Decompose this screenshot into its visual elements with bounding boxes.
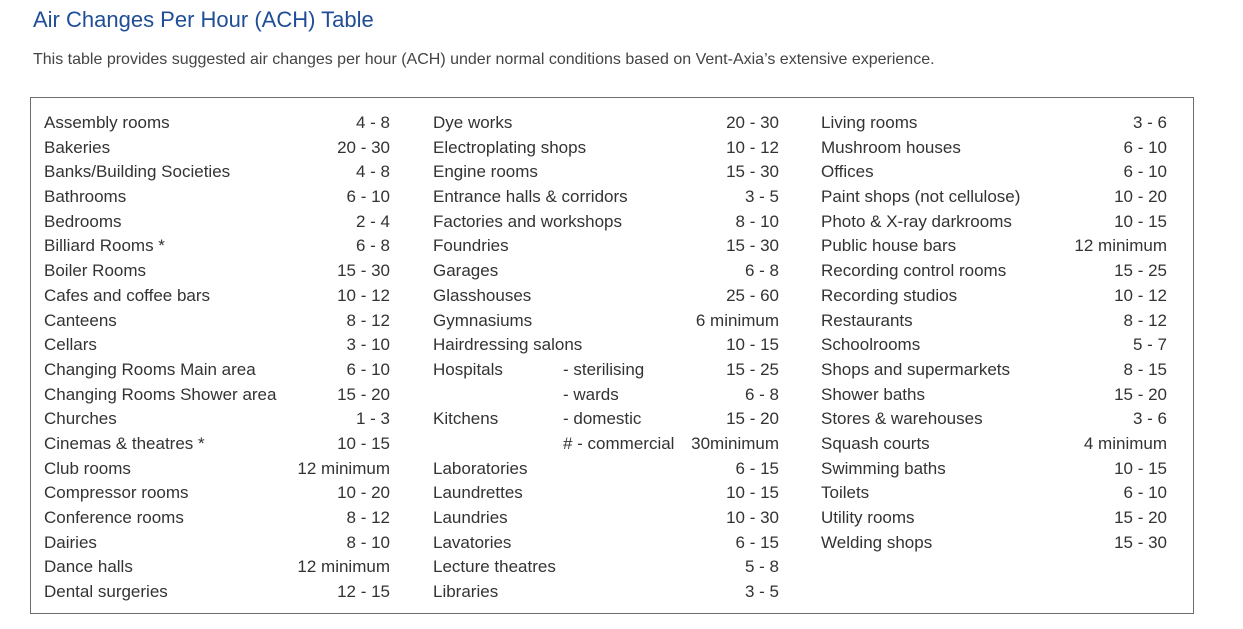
table-row: [433, 506, 779, 531]
table-row: [433, 407, 779, 432]
page-title: Air Changes Per Hour (ACH) Table: [33, 7, 374, 32]
room-type: Squash courts: [821, 433, 930, 453]
room-type: Welding shops: [821, 532, 933, 552]
ach-value: 12 minimum: [297, 458, 390, 478]
room-type: Lavatories: [433, 532, 512, 552]
table-row: [44, 358, 390, 383]
room-type: Photo & X-ray darkrooms: [821, 211, 1012, 231]
room-type: Laundries: [433, 508, 508, 527]
room-type: Bathrooms: [44, 187, 127, 207]
room-type: Cinemas & theatres *: [44, 433, 205, 453]
table-row: [821, 160, 1167, 185]
table-row: [821, 259, 1167, 284]
ach-value: 3 - 10: [346, 335, 390, 355]
room-type: Hairdressing salons: [433, 335, 583, 355]
ach-value: 6 - 10: [1123, 483, 1167, 503]
table-row: [44, 309, 390, 334]
room-type: Dental surgeries: [44, 582, 168, 602]
table-row: [821, 383, 1167, 408]
intro-text: This table provides suggested air changes per hour (ACH) under normal conditions based on Vent-Axia’s extensive experience.: [33, 51, 935, 68]
room-type: Paint shops (not cellulose): [821, 187, 1021, 207]
room-subtype: # - commercial: [563, 433, 675, 453]
table-row: [44, 457, 390, 482]
ach-value: 15 - 30: [726, 162, 779, 182]
ach-value: 15 - 20: [1114, 384, 1167, 404]
room-type: Living rooms: [821, 113, 918, 132]
ach-value: 15 - 20: [726, 409, 779, 429]
table-row: [44, 234, 390, 259]
ach-value: 8 - 15: [1123, 359, 1167, 379]
ach-value: 6 - 15: [735, 458, 779, 478]
ach-value: 15 - 30: [726, 236, 779, 256]
table-row: [44, 185, 390, 210]
table-row: [44, 531, 390, 556]
ach-value: 6 - 8: [744, 261, 779, 281]
room-type: Bedrooms: [44, 211, 122, 231]
table-row: [433, 210, 779, 235]
room-type: Libraries: [433, 582, 499, 602]
table-row: [821, 136, 1167, 161]
table-row: [821, 309, 1167, 334]
ach-value: 15 - 20: [337, 384, 390, 404]
room-type: Schoolrooms: [821, 335, 921, 355]
table-row: [433, 111, 779, 136]
ach-value: 12 - 15: [337, 582, 390, 602]
ach-value: 6 - 10: [1123, 162, 1167, 182]
table-row: [433, 333, 779, 358]
ach-value: 15 - 25: [1114, 261, 1167, 281]
room-type: Canteens: [44, 310, 117, 330]
room-type: Mushroom houses: [821, 137, 961, 157]
room-type: Kitchens: [433, 409, 499, 429]
room-type: Toilets: [821, 483, 870, 503]
room-type: Laboratories: [433, 458, 528, 478]
ach-value: 10 - 15: [337, 433, 390, 453]
ach-value: 12 minimum: [297, 557, 390, 577]
ach-value: 10 - 20: [337, 483, 390, 503]
room-type: Bakeries: [44, 137, 111, 157]
ach-value: 8 - 12: [1123, 310, 1167, 330]
table-row: [433, 383, 779, 408]
room-type: Foundries: [433, 236, 509, 256]
table-column-2: [433, 111, 779, 605]
table-row: [821, 506, 1167, 531]
ach-value: 6 - 8: [744, 384, 779, 404]
ach-value: 15 - 30: [1114, 532, 1167, 552]
table-row: [44, 506, 390, 531]
room-type: Cafes and coffee bars: [44, 285, 211, 305]
table-row: [433, 457, 779, 482]
table-row: [44, 407, 390, 432]
ach-value: 10 - 12: [726, 137, 779, 157]
table-row: [821, 432, 1167, 457]
table-row: [433, 234, 779, 259]
table-row: [821, 234, 1167, 259]
ach-value: 6 - 10: [1123, 137, 1167, 157]
room-type: Utility rooms: [821, 508, 915, 527]
room-type: Swimming baths: [821, 458, 946, 478]
table-row: [433, 136, 779, 161]
table-row: [44, 136, 390, 161]
table-row: [821, 531, 1167, 556]
table-row: [44, 383, 390, 408]
ach-value: 25 - 60: [726, 285, 779, 305]
ach-value: 10 - 15: [726, 483, 779, 503]
room-type: Changing Rooms Main area: [44, 359, 256, 379]
table-row: [433, 555, 779, 580]
table-row: [821, 284, 1167, 309]
room-type: Garages: [433, 261, 499, 281]
ach-value: 15 - 25: [726, 359, 779, 379]
room-subtype: - domestic: [563, 409, 642, 429]
room-type: Recording control rooms: [821, 261, 1007, 281]
room-type: Shower baths: [821, 384, 925, 404]
ach-value: 10 - 15: [1114, 211, 1167, 231]
table-row: [44, 160, 390, 185]
table-row: [821, 333, 1167, 358]
room-type: Shops and supermarkets: [821, 359, 1010, 379]
ach-value: 20 - 30: [337, 137, 390, 157]
ach-value: 15 - 20: [1114, 508, 1167, 527]
ach-value: 10 - 30: [726, 508, 779, 527]
room-type: Compressor rooms: [44, 483, 189, 503]
ach-value: 4 - 8: [355, 113, 390, 132]
ach-value: 30minimum: [691, 433, 779, 453]
ach-value: 20 - 30: [726, 113, 779, 132]
table-row: [433, 185, 779, 210]
ach-value: 10 - 12: [337, 285, 390, 305]
table-row: [433, 481, 779, 506]
room-type: Dye works: [433, 113, 513, 132]
room-type: Assembly rooms: [44, 113, 170, 132]
table-row: [433, 309, 779, 334]
table-row: [44, 210, 390, 235]
ach-value: 6 minimum: [695, 310, 779, 330]
table-row: [821, 185, 1167, 210]
ach-value: 4 - 8: [355, 162, 390, 182]
room-type: Entrance halls & corridors: [433, 187, 628, 207]
ach-value: 6 - 8: [355, 236, 390, 256]
ach-value: 3 - 5: [744, 582, 779, 602]
ach-value: 10 - 12: [1114, 285, 1167, 305]
ach-value: 10 - 20: [1114, 187, 1167, 207]
room-type: Changing Rooms Shower area: [44, 384, 277, 404]
table-row: [433, 284, 779, 309]
table-row: [44, 111, 390, 136]
table-row: [44, 481, 390, 506]
room-type: Recording studios: [821, 285, 958, 305]
room-type: Billiard Rooms *: [44, 236, 165, 256]
ach-value: 10 - 15: [726, 335, 779, 355]
ach-value: 8 - 12: [346, 508, 390, 527]
room-type: Boiler Rooms: [44, 261, 147, 281]
ach-value: 5 - 7: [1132, 335, 1167, 355]
ach-value: 3 - 6: [1132, 409, 1167, 429]
table-column-3: [821, 111, 1167, 555]
table-row: [821, 210, 1167, 235]
ach-value: 3 - 5: [744, 187, 779, 207]
room-type: Cellars: [44, 335, 97, 355]
ach-value: 4 minimum: [1083, 433, 1167, 453]
room-type: Lecture theatres: [433, 557, 556, 577]
room-type: Churches: [44, 409, 117, 429]
room-type: Dance halls: [44, 557, 133, 577]
room-type: Engine rooms: [433, 162, 538, 182]
room-type: Glasshouses: [433, 285, 532, 305]
table-row: [433, 531, 779, 556]
ach-value: 8 - 12: [346, 310, 390, 330]
ach-value: 8 - 10: [346, 532, 390, 552]
room-type: Restaurants: [821, 310, 913, 330]
table-row: [44, 432, 390, 457]
ach-value: 12 minimum: [1074, 236, 1167, 256]
ach-value: 3 - 6: [1132, 113, 1167, 132]
table-row: [821, 481, 1167, 506]
ach-value: 15 - 30: [337, 261, 390, 281]
table-row: [44, 580, 390, 605]
ach-value: 6 - 10: [346, 187, 390, 207]
table-row: [433, 259, 779, 284]
table-row: [821, 358, 1167, 383]
room-type: Banks/Building Societies: [44, 162, 231, 182]
room-type: Stores & warehouses: [821, 409, 983, 429]
room-type: Club rooms: [44, 458, 131, 478]
ach-value: 8 - 10: [735, 211, 779, 231]
room-type: Electroplating shops: [433, 137, 587, 157]
table-row: [433, 432, 779, 457]
table-column-1: [44, 111, 390, 605]
ach-table: [30, 97, 1194, 614]
table-row: [433, 580, 779, 605]
table-row: [821, 457, 1167, 482]
ach-value: 6 - 15: [735, 532, 779, 552]
ach-value: 2 - 4: [355, 211, 390, 231]
ach-value: 10 - 15: [1114, 458, 1167, 478]
room-subtype: - sterilising: [563, 359, 645, 379]
room-type: Conference rooms: [44, 508, 184, 527]
room-type: Gymnasiums: [433, 310, 533, 330]
room-subtype: - wards: [563, 384, 619, 404]
room-type: Offices: [821, 162, 874, 182]
table-row: [821, 111, 1167, 136]
table-row: [821, 407, 1167, 432]
room-type: Hospitals: [433, 359, 503, 379]
ach-value: 5 - 8: [744, 557, 779, 577]
ach-value: 1 - 3: [355, 409, 390, 429]
room-type: Laundrettes: [433, 483, 523, 503]
room-type: Factories and workshops: [433, 211, 622, 231]
table-row: [44, 284, 390, 309]
room-type: Public house bars: [821, 236, 957, 256]
room-type: Dairies: [44, 532, 97, 552]
table-row: [44, 555, 390, 580]
table-row: [44, 333, 390, 358]
table-row: [433, 358, 779, 383]
table-row: [44, 259, 390, 284]
table-row: [433, 160, 779, 185]
ach-value: 6 - 10: [346, 359, 390, 379]
